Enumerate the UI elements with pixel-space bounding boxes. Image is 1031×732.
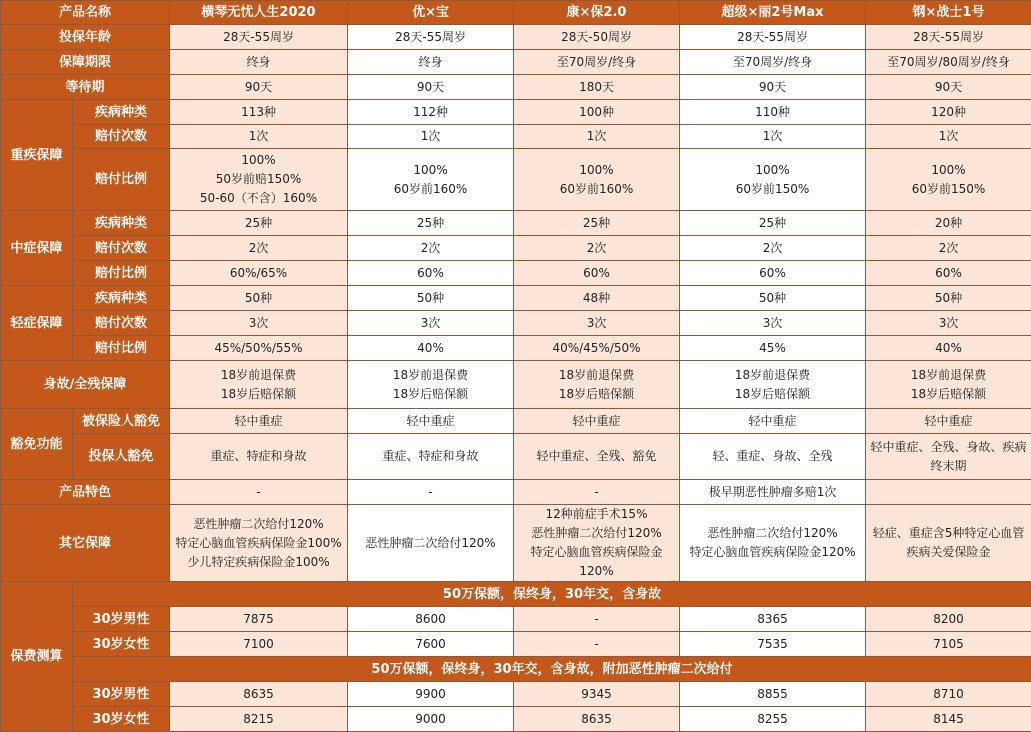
mild-ratio-cell: 45% xyxy=(680,336,866,361)
medium-times-cell: 2次 xyxy=(348,236,514,261)
waiver-label: 豁免功能 xyxy=(1,409,73,480)
text-line: 50-60（不含）160% xyxy=(172,189,345,208)
medium-times-cell: 2次 xyxy=(680,236,866,261)
age-label: 投保年龄 xyxy=(1,25,170,50)
premium-cell: 8635 xyxy=(170,682,348,707)
product-name-header: 产品名称 xyxy=(1,1,170,25)
medium-kinds-cell: 25种 xyxy=(680,211,866,236)
text-line: 18岁前退保费 xyxy=(350,366,511,385)
age-cell: 28天-55周岁 xyxy=(680,25,866,50)
text-line: 60岁前160% xyxy=(350,180,511,199)
critical-times-cell: 1次 xyxy=(514,125,680,149)
text-line: 18岁后赔保额 xyxy=(350,385,511,404)
critical-kinds-label: 疾病种类 xyxy=(73,100,170,125)
premium-cell: 8600 xyxy=(348,607,514,632)
medium-kinds-cell: 25种 xyxy=(170,211,348,236)
premium-cell: - xyxy=(514,632,680,657)
text-line: 60岁前150% xyxy=(868,180,1029,199)
premium-cell: 8710 xyxy=(866,682,1031,707)
text-line: 100% xyxy=(516,161,677,180)
text-line: 12种前症手术15% xyxy=(516,505,677,524)
waiver-insured-cell: 轻中重症 xyxy=(170,409,348,434)
medium-ratio-cell: 60% xyxy=(514,261,680,286)
critical-times-cell: 1次 xyxy=(680,125,866,149)
product-header-1: 优×宝 xyxy=(348,1,514,25)
premium-label: 保费测算 xyxy=(1,582,73,732)
other-label: 其它保障 xyxy=(1,505,170,582)
death-label: 身故/全残保障 xyxy=(1,361,170,409)
text-line: 18岁前退保费 xyxy=(682,366,863,385)
premium-cell: 9900 xyxy=(348,682,514,707)
critical-ratio-cell xyxy=(866,149,1031,211)
mild-times-cell: 3次 xyxy=(170,311,348,336)
mild-kinds-cell: 50种 xyxy=(680,286,866,311)
premium-cell: 8365 xyxy=(680,607,866,632)
age-cell: 28天-55周岁 xyxy=(170,25,348,50)
premium-plan1-male-label: 30岁男性 xyxy=(73,607,170,632)
medium-kinds-cell: 25种 xyxy=(348,211,514,236)
other-cell xyxy=(170,505,348,582)
features-cell: 极早期恶性肿瘤多赔1次 xyxy=(680,480,866,505)
text-line: 100% xyxy=(172,151,345,170)
premium-cell: 7535 xyxy=(680,632,866,657)
premium-cell: 8200 xyxy=(866,607,1031,632)
age-cell: 28天-50周岁 xyxy=(514,25,680,50)
critical-ratio-cell xyxy=(680,149,866,211)
wait-cell: 90天 xyxy=(170,75,348,100)
death-cell xyxy=(866,361,1031,409)
mild-kinds-cell: 50种 xyxy=(348,286,514,311)
product-header-0: 横琴无忧人生2020 xyxy=(170,1,348,25)
features-cell: - xyxy=(514,480,680,505)
text-line: 重症、特症和身故 xyxy=(172,447,345,466)
critical-ratio-cell xyxy=(170,149,348,211)
text-line: 18岁前退保费 xyxy=(868,366,1029,385)
premium-cell: 7105 xyxy=(866,632,1031,657)
text-line: 100% xyxy=(350,161,511,180)
waiver-holder-cell xyxy=(866,434,1031,480)
text-line: 终末期 xyxy=(868,457,1029,476)
death-cell xyxy=(680,361,866,409)
waiver-holder-label: 投保人豁免 xyxy=(73,434,170,480)
waiver-insured-cell: 轻中重症 xyxy=(680,409,866,434)
text-line: 100% xyxy=(682,161,863,180)
critical-kinds-cell: 100种 xyxy=(514,100,680,125)
product-header-4: 钢×战士1号 xyxy=(866,1,1031,25)
medium-ratio-cell: 60% xyxy=(348,261,514,286)
text-line: 恶性肿瘤二次给付120% xyxy=(172,515,345,534)
other-cell xyxy=(514,505,680,582)
medium-ratio-cell: 60% xyxy=(866,261,1031,286)
critical-ratio-label: 赔付比例 xyxy=(73,149,170,211)
features-label: 产品特色 xyxy=(1,480,170,505)
medium-times-cell: 2次 xyxy=(170,236,348,261)
critical-times-cell: 1次 xyxy=(348,125,514,149)
mild-times-cell: 3次 xyxy=(514,311,680,336)
critical-ratio-cell xyxy=(348,149,514,211)
critical-times-cell: 1次 xyxy=(866,125,1031,149)
text-line: 60岁前150% xyxy=(682,180,863,199)
premium-cell: 8635 xyxy=(514,707,680,732)
wait-label: 等待期 xyxy=(1,75,170,100)
waiver-insured-label: 被保险人豁免 xyxy=(73,409,170,434)
wait-cell: 90天 xyxy=(680,75,866,100)
features-cell xyxy=(866,480,1031,505)
mild-times-cell: 3次 xyxy=(866,311,1031,336)
other-cell xyxy=(866,505,1031,582)
premium-cell: 8145 xyxy=(866,707,1031,732)
mild-ratio-cell: 40%/45%/50% xyxy=(514,336,680,361)
text-line: 轻、重症、身故、全残 xyxy=(682,447,863,466)
premium-cell: 7875 xyxy=(170,607,348,632)
premium-plan1-female-label: 30岁女性 xyxy=(73,632,170,657)
features-cell: - xyxy=(170,480,348,505)
waiver-holder-cell xyxy=(170,434,348,480)
death-cell xyxy=(348,361,514,409)
critical-kinds-cell: 112种 xyxy=(348,100,514,125)
term-cell: 终身 xyxy=(170,50,348,75)
term-cell: 至70周岁/终身 xyxy=(680,50,866,75)
medium-times-label: 赔付次数 xyxy=(73,236,170,261)
mild-times-label: 赔付次数 xyxy=(73,311,170,336)
mild-ratio-cell: 40% xyxy=(348,336,514,361)
medium-kinds-label: 疾病种类 xyxy=(73,211,170,236)
wait-cell: 90天 xyxy=(348,75,514,100)
waiver-insured-cell: 轻中重症 xyxy=(514,409,680,434)
wait-cell: 180天 xyxy=(514,75,680,100)
medium-ratio-cell: 60%/65% xyxy=(170,261,348,286)
text-line: 特定心脑血管疾病保险金120% xyxy=(516,543,677,581)
critical-times-label: 赔付次数 xyxy=(73,125,170,149)
mild-times-cell: 3次 xyxy=(680,311,866,336)
text-line: 18岁前退保费 xyxy=(516,366,677,385)
mild-ratio-label: 赔付比例 xyxy=(73,336,170,361)
premium-plan2-male-label: 30岁男性 xyxy=(73,682,170,707)
premium-cell: 8255 xyxy=(680,707,866,732)
text-line: 疾病关爱保险金 xyxy=(868,543,1029,562)
mild-kinds-cell: 50种 xyxy=(866,286,1031,311)
mild-ratio-cell: 40% xyxy=(866,336,1031,361)
features-cell: - xyxy=(348,480,514,505)
text-line: 18岁前退保费 xyxy=(172,366,345,385)
product-header-2: 康×保2.0 xyxy=(514,1,680,25)
term-cell: 至70周岁/终身 xyxy=(514,50,680,75)
waiver-insured-cell: 轻中重症 xyxy=(348,409,514,434)
text-line: 特定心脑血管疾病保险金100% xyxy=(172,534,345,553)
mild-kinds-label: 疾病种类 xyxy=(73,286,170,311)
premium-cell: - xyxy=(514,607,680,632)
premium-cell: 7600 xyxy=(348,632,514,657)
text-line: 18岁后赔保额 xyxy=(868,385,1029,404)
medium-kinds-cell: 25种 xyxy=(514,211,680,236)
text-line: 特定心脑血管疾病保险金120% xyxy=(682,543,863,562)
medium-label: 中症保障 xyxy=(1,211,73,286)
death-cell xyxy=(170,361,348,409)
mild-ratio-cell: 45%/50%/55% xyxy=(170,336,348,361)
critical-ratio-cell xyxy=(514,149,680,211)
text-line: 50岁前赔150% xyxy=(172,170,345,189)
product-header-3: 超级×丽2号Max xyxy=(680,1,866,25)
text-line: 18岁后赔保额 xyxy=(172,385,345,404)
mild-kinds-cell: 50种 xyxy=(170,286,348,311)
age-cell: 28天-55周岁 xyxy=(866,25,1031,50)
age-cell: 28天-55周岁 xyxy=(348,25,514,50)
critical-kinds-cell: 113种 xyxy=(170,100,348,125)
premium-plan1-title: 50万保额，保终身，30年交，含身故 xyxy=(73,582,1031,607)
waiver-holder-cell xyxy=(680,434,866,480)
mild-kinds-cell: 48种 xyxy=(514,286,680,311)
death-cell xyxy=(514,361,680,409)
other-cell xyxy=(680,505,866,582)
critical-kinds-cell: 120种 xyxy=(866,100,1031,125)
waiver-insured-cell: 轻中重症 xyxy=(866,409,1031,434)
medium-times-cell: 2次 xyxy=(514,236,680,261)
critical-label: 重疾保障 xyxy=(1,100,73,211)
premium-cell: 9345 xyxy=(514,682,680,707)
premium-plan2-title: 50万保额，保终身，30年交，含身故，附加恶性肿瘤二次给付 xyxy=(73,657,1031,682)
mild-times-cell: 3次 xyxy=(348,311,514,336)
text-line: 轻症、重症含5种特定心血管 xyxy=(868,524,1029,543)
term-label: 保障期限 xyxy=(1,50,170,75)
premium-plan2-female-label: 30岁女性 xyxy=(73,707,170,732)
wait-cell: 90天 xyxy=(866,75,1031,100)
text-line: 18岁后赔保额 xyxy=(516,385,677,404)
medium-times-cell: 2次 xyxy=(866,236,1031,261)
text-line: 18岁后赔保额 xyxy=(682,385,863,404)
text-line: 恶性肿瘤二次给付120% xyxy=(350,534,511,553)
text-line: 恶性肿瘤二次给付120% xyxy=(682,524,863,543)
critical-kinds-cell: 110种 xyxy=(680,100,866,125)
text-line: 重症、特症和身故 xyxy=(350,447,511,466)
text-line: 60岁前160% xyxy=(516,180,677,199)
term-cell: 至70周岁/80周岁/终身 xyxy=(866,50,1031,75)
mild-label: 轻症保障 xyxy=(1,286,73,361)
premium-cell: 9000 xyxy=(348,707,514,732)
text-line: 轻中重症、全残、豁免 xyxy=(516,447,677,466)
text-line: 轻中重症、全残、身故、疾病 xyxy=(868,438,1029,457)
medium-ratio-label: 赔付比例 xyxy=(73,261,170,286)
premium-cell: 8855 xyxy=(680,682,866,707)
other-cell xyxy=(348,505,514,582)
waiver-holder-cell xyxy=(514,434,680,480)
premium-cell: 7100 xyxy=(170,632,348,657)
critical-times-cell: 1次 xyxy=(170,125,348,149)
term-cell: 终身 xyxy=(348,50,514,75)
premium-cell: 8215 xyxy=(170,707,348,732)
text-line: 恶性肿瘤二次给付120% xyxy=(516,524,677,543)
text-line: 100% xyxy=(868,161,1029,180)
waiver-holder-cell xyxy=(348,434,514,480)
medium-ratio-cell: 60% xyxy=(680,261,866,286)
text-line: 少儿特定疾病保险金100% xyxy=(172,553,345,572)
medium-kinds-cell: 20种 xyxy=(866,211,1031,236)
